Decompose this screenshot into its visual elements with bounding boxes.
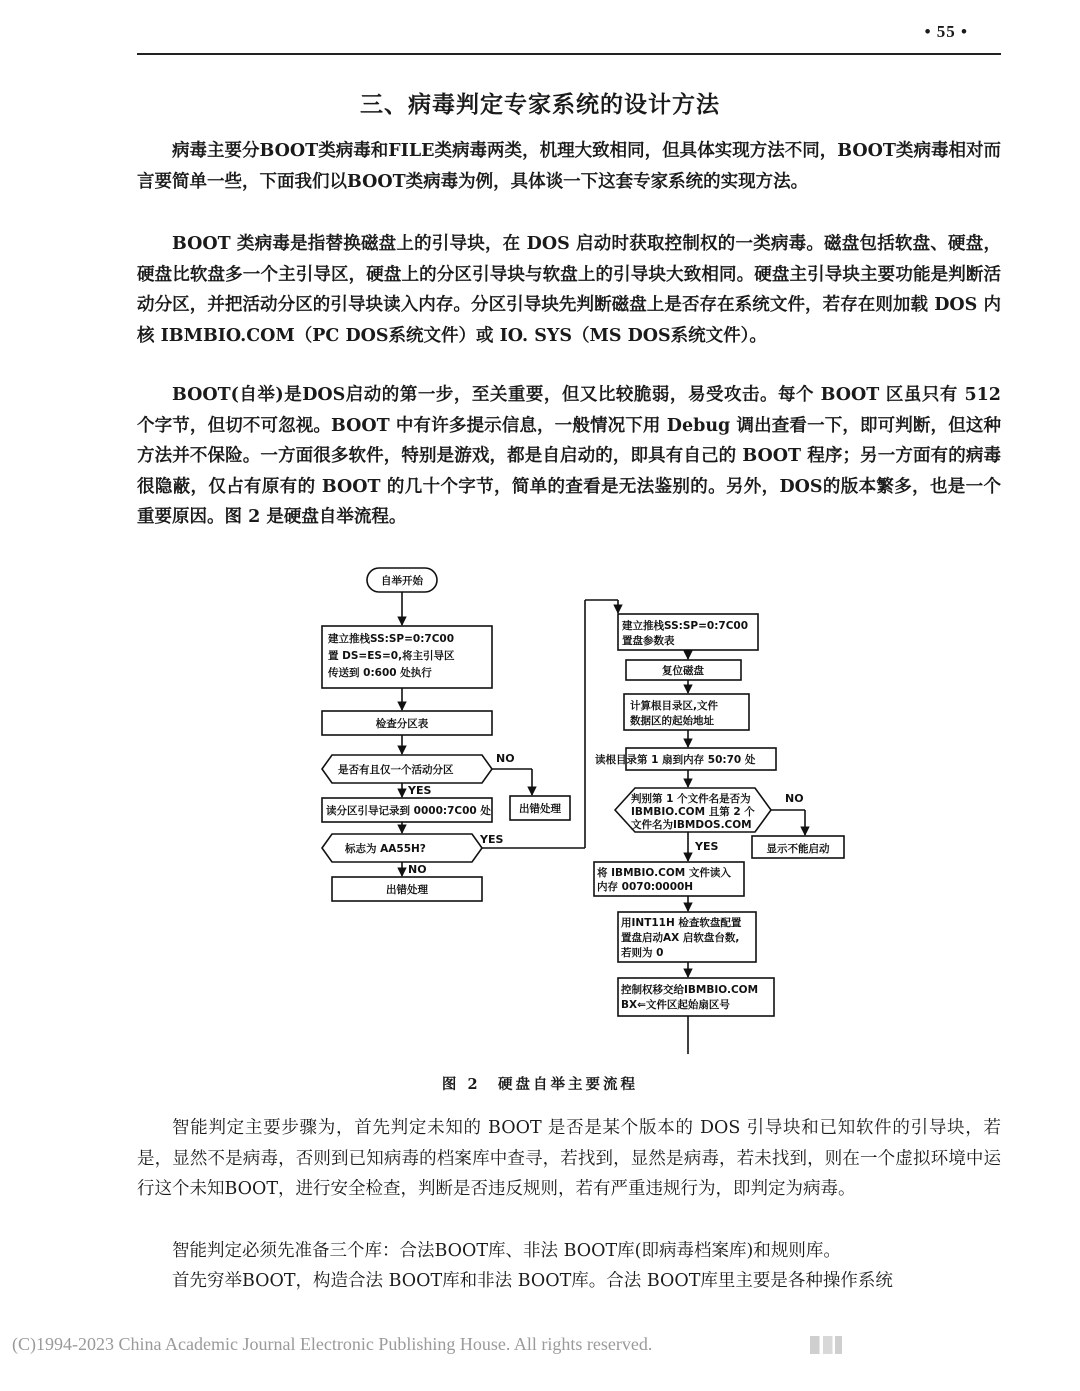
header-rule [137, 53, 1001, 55]
copyright-footer: (C)1994-2023 China Academic Journal Electronic Publishing House. All rights reserved. [12, 1334, 653, 1354]
flow-right-box-7-line-1: 控制权移交给IBMBIO.COM [621, 984, 759, 996]
flow-no-label-1: NO [496, 752, 515, 765]
flow-left-box-1-line-1: 建立推栈SS:SP=0:7C00 [328, 633, 455, 645]
paragraph-3: BOOT(自举)是DOS启动的第一步，至关重要，但又比较脆弱，易受攻击。每个 BOOT 区虽只有 512 个字节，但切不可忽视。BOOT 中有许多提示信息，一般情况下用 Debug 调出查看一下，即可判断，但这种方法并不保险。一方面很多软件，特别是游戏，都是自启动的，即具有自己的 BOOT 程序；另一方面有的病毒很隐蔽，仅占有原有的 BOOT 的几十个字节，简单的查看是无法鉴别的。另外，DOS的版本繁多，也是一个重要原因。图 2 是硬盘自举流程。 [137, 385, 1001, 527]
flow-right-fail-label: 显示不能启动 [766, 843, 830, 855]
flow-right-box-3-line-1: 计算根目录区,文件 [630, 700, 718, 712]
flow-right-box-5-line-1: 将 IBMBIO.COM 文件读入 [597, 867, 731, 879]
flow-yes-label-3: YES [695, 840, 719, 853]
boot-flowchart [305, 562, 850, 1062]
flow-left-error-2-label: 出错处理 [386, 884, 428, 896]
flow-yes-label-2: YES [480, 833, 504, 846]
flow-right-decision-line-2: IBMBIO.COM 且第 2 个 [631, 806, 755, 818]
paragraph-5: 智能判定必须先准备三个库：合法BOOT库、非法 BOOT库(即病毒档案库)和规则库。 [172, 1241, 841, 1261]
flow-right-decision-line-1: 判别第 1 个文件名是否为 [631, 793, 751, 805]
section-title: 三、病毒判定专家系统的设计方法 [360, 91, 720, 118]
flow-right-box-5-line-2: 内存 0070:0000H [597, 881, 694, 893]
flow-yes-label-1: YES [408, 784, 432, 797]
flow-right-decision-line-3: 文件名为IBMDOS.COM [631, 819, 752, 831]
flow-right-box-7-line-2: BX⇐文件区起始扇区号 [621, 999, 730, 1011]
flow-right-box-6-line-2: 置盘启动AX 启软盘台数, [621, 932, 740, 944]
footer-logo-mark [810, 1336, 842, 1354]
figure-caption: 图 2 硬盘自举主要流程 [441, 1076, 639, 1093]
flow-left-box-1-line-3: 传送到 0:600 处执行 [328, 667, 432, 679]
flow-left-decision-2-label: 标志为 AA55H? [345, 843, 426, 855]
flow-no-label-3: NO [785, 792, 804, 805]
flow-right-box-6-line-1: 用INT11H 检查软盘配置 [621, 917, 742, 929]
flow-start-label: 自举开始 [381, 575, 423, 587]
flow-right-box-4-label: 读根目录第 1 扇到内存 50:70 处 [595, 754, 756, 766]
paragraph-4: 智能判定主要步骤为，首先判定未知的 BOOT 是否是某个版本的 DOS 引导块和已知软件的引导块，若是，显然不是病毒，否则到已知病毒的档案库中查寻，若找到，显然是病毒，若未找到，则在一个虚拟环境中运行这个未知BOOT，进行安全检查，判断是否违反规则，若有严重违规行为，即判定为病毒。 [137, 1118, 1001, 1199]
flow-left-box-3-label: 读分区引导记录到 0000:7C00 处 [326, 805, 491, 817]
flow-left-box-1-line-2: 置 DS=ES=0,将主引导区 [328, 650, 455, 662]
paragraph-1: 病毒主要分BOOT类病毒和FILE类病毒两类，机理大致相同，但具体实现方法不同，BOOT类病毒相对而言要简单一些，下面我们以BOOT类病毒为例，具体谈一下这套专家系统的实现方法。 [137, 141, 1001, 192]
flow-right-box-1-line-2: 置盘参数表 [622, 635, 675, 647]
page-number: • 55 • [924, 22, 968, 41]
flow-right-box-1-line-1: 建立推栈SS:SP=0:7C00 [622, 620, 749, 632]
flow-left-decision-1-label: 是否有且仅一个活动分区 [338, 764, 454, 776]
flow-right-box-3-line-2: 数据区的起始地址 [630, 715, 714, 727]
flow-right-box-6-line-3: 若则为 0 [621, 947, 664, 959]
flow-left-error-1-label: 出错处理 [519, 803, 561, 815]
flow-right-box-2-label: 复位磁盘 [662, 665, 704, 677]
paragraph-6: 首先穷举BOOT，构造合法 BOOT库和非法 BOOT库。合法 BOOT库里主要是各种操作系统 [172, 1271, 893, 1291]
paragraph-2: BOOT 类病毒是指替换磁盘上的引导块，在 DOS 启动时获取控制权的一类病毒。磁盘包括软盘、硬盘，硬盘比软盘多一个主引导区，硬盘上的分区引导块与软盘上的引导块大致相同。硬盘主引导块主要功能是判断活动分区，并把活动分区的引导块读入内存。分区引导块先判断磁盘上是否存在系统文件，若存在则加载 DOS 内核 IBMBIO.COM（PC DOS系统文件）或 IO. SYS（MS DOS系统文件）。 [137, 234, 1001, 346]
flow-left-box-2-label: 检查分区表 [375, 718, 429, 730]
flow-no-label-2: NO [408, 863, 427, 876]
